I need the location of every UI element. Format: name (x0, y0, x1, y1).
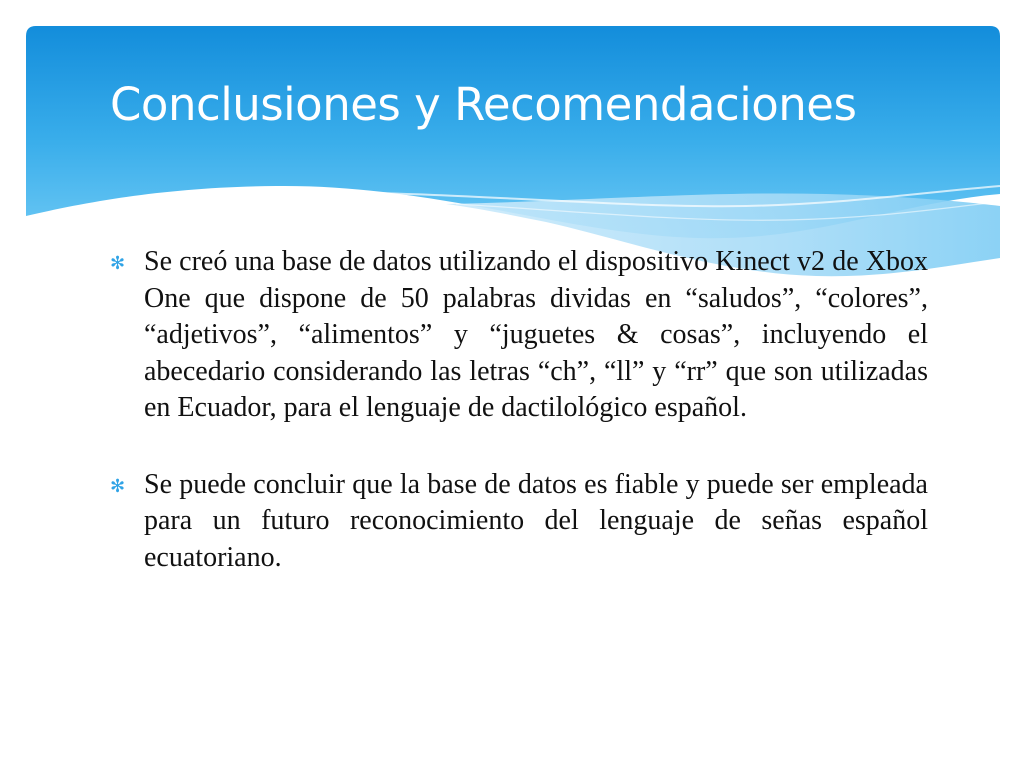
bullet-item (110, 467, 928, 577)
bullet-list (110, 244, 928, 616)
slide-title: Conclusiones y Recomendaciones (110, 78, 857, 131)
bullet-text: Se puede concluir que la base de datos es fiable y puede ser empleada para un futuro reconocimiento del lenguaje de señas español ecuatoriano. (144, 468, 928, 573)
bullet-text: Se creó una base de datos utilizando el dispositivo Kinect v2 de Xbox One que dispone de 50 palabras dividas en “saludos”, “colores”, “adjetivos”, “alimentos” y “juguetes & cosas”, incluyendo el abecedario considerando las letras “ch”, “ll” y “rr” que son utilizadas en Ecuador, para el lenguaje de dactilológico español. (144, 246, 928, 423)
bullet-item (110, 244, 928, 427)
asterisk-bullet-icon: ✻ (110, 253, 126, 274)
asterisk-bullet-icon: ✻ (110, 475, 126, 497)
